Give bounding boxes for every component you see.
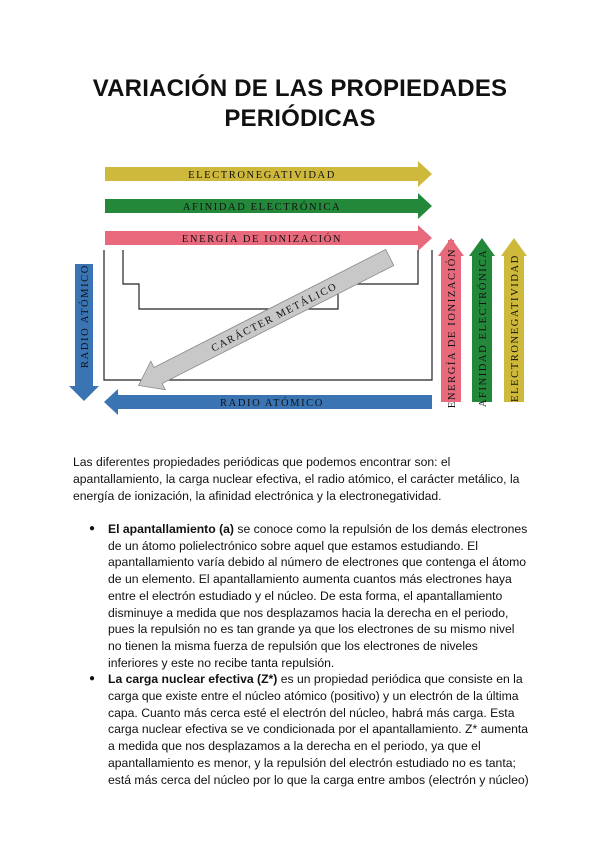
title-line-2: PERIÓDICAS (224, 105, 376, 132)
energia-label: ENERGÍA DE IONIZACIÓN (181, 234, 343, 245)
bullet-text: es un propiedad periódica que consiste en la carga que existe entre el núcleo atómico (positivo) y un electrón de la última capa. Cuanto más cerca esté el electrón del núcleo, habrá más carga. Esta carga nuclear efectiva se ve condicionada por el apantallamiento. Z* aumenta a medida que nos desplazamos a la derecha en el periodo, ya que el apantallamiento es menor, y la repulsión del electrón estudiado no es tanta; está más cerca del núcleo por lo que la carga entre ambos (electrón y núcleo) (108, 672, 529, 787)
electronegatividad-vertical-arrowhead (501, 238, 527, 256)
intro-paragraph: Las diferentes propiedades periódicas que podemos encontrar son: el apantallamiento, la carga nuclear efectiva, el radio atómico, el carácter metálico, la energía de ionización, la afinidad electrónica y la electronegatividad. (73, 455, 520, 503)
afinidad-label: AFINIDAD ELECTRÓNICA (182, 202, 342, 213)
afinidad-vertical-label: AFINIDAD ELECTRÓNICA (478, 248, 489, 408)
bullet-icon: ● (89, 673, 96, 685)
list-item (89, 671, 529, 788)
electronegatividad-label: ELECTRONEGATIVIDAD (188, 170, 336, 181)
energia-vertical-label: ENERGÍA DE IONIZACIÓN (447, 247, 458, 409)
properties-list (89, 521, 529, 788)
electronegatividad-vertical-label: ELECTRONEGATIVIDAD (510, 254, 521, 402)
radio-bottom-label: RADIO ATÓMICO (220, 398, 324, 409)
bullet-term: El apantallamiento (a) (108, 522, 234, 536)
bullet-term: La carga nuclear efectiva (Z*) (108, 672, 278, 687)
bullet-icon: ● (89, 523, 96, 534)
bullet-text: se conoce como la repulsión de los demás electrones de un átomo polielectrónico sobre aquel que estamos estudiando. El apantallamiento varía debido al número de electrones que contenga el átomo de un elemento. El apantallamiento aumenta cuantos más electrones haya entre el electrón estudiado y el núcleo. De esta forma, el apantallamiento disminuye a medida que nos desplazamos hacia la derecha en el periodo, pues la repulsión no es tan grande ya que los electrones de su mismo nivel no tienen la misma fuerza de repulsión que los electrones de niveles inferiores y este no recibe tanta repulsión. (108, 522, 528, 670)
caracter-metalico-arrow (131, 243, 397, 400)
caracter-metalico-label: CARÁCTER METÁLICO (209, 281, 340, 355)
radio-left-label: RADIO ATÓMICO (80, 264, 91, 368)
list-item (89, 521, 529, 671)
title-line-1: VARIACIÓN DE LAS PROPIEDADES (92, 75, 508, 102)
